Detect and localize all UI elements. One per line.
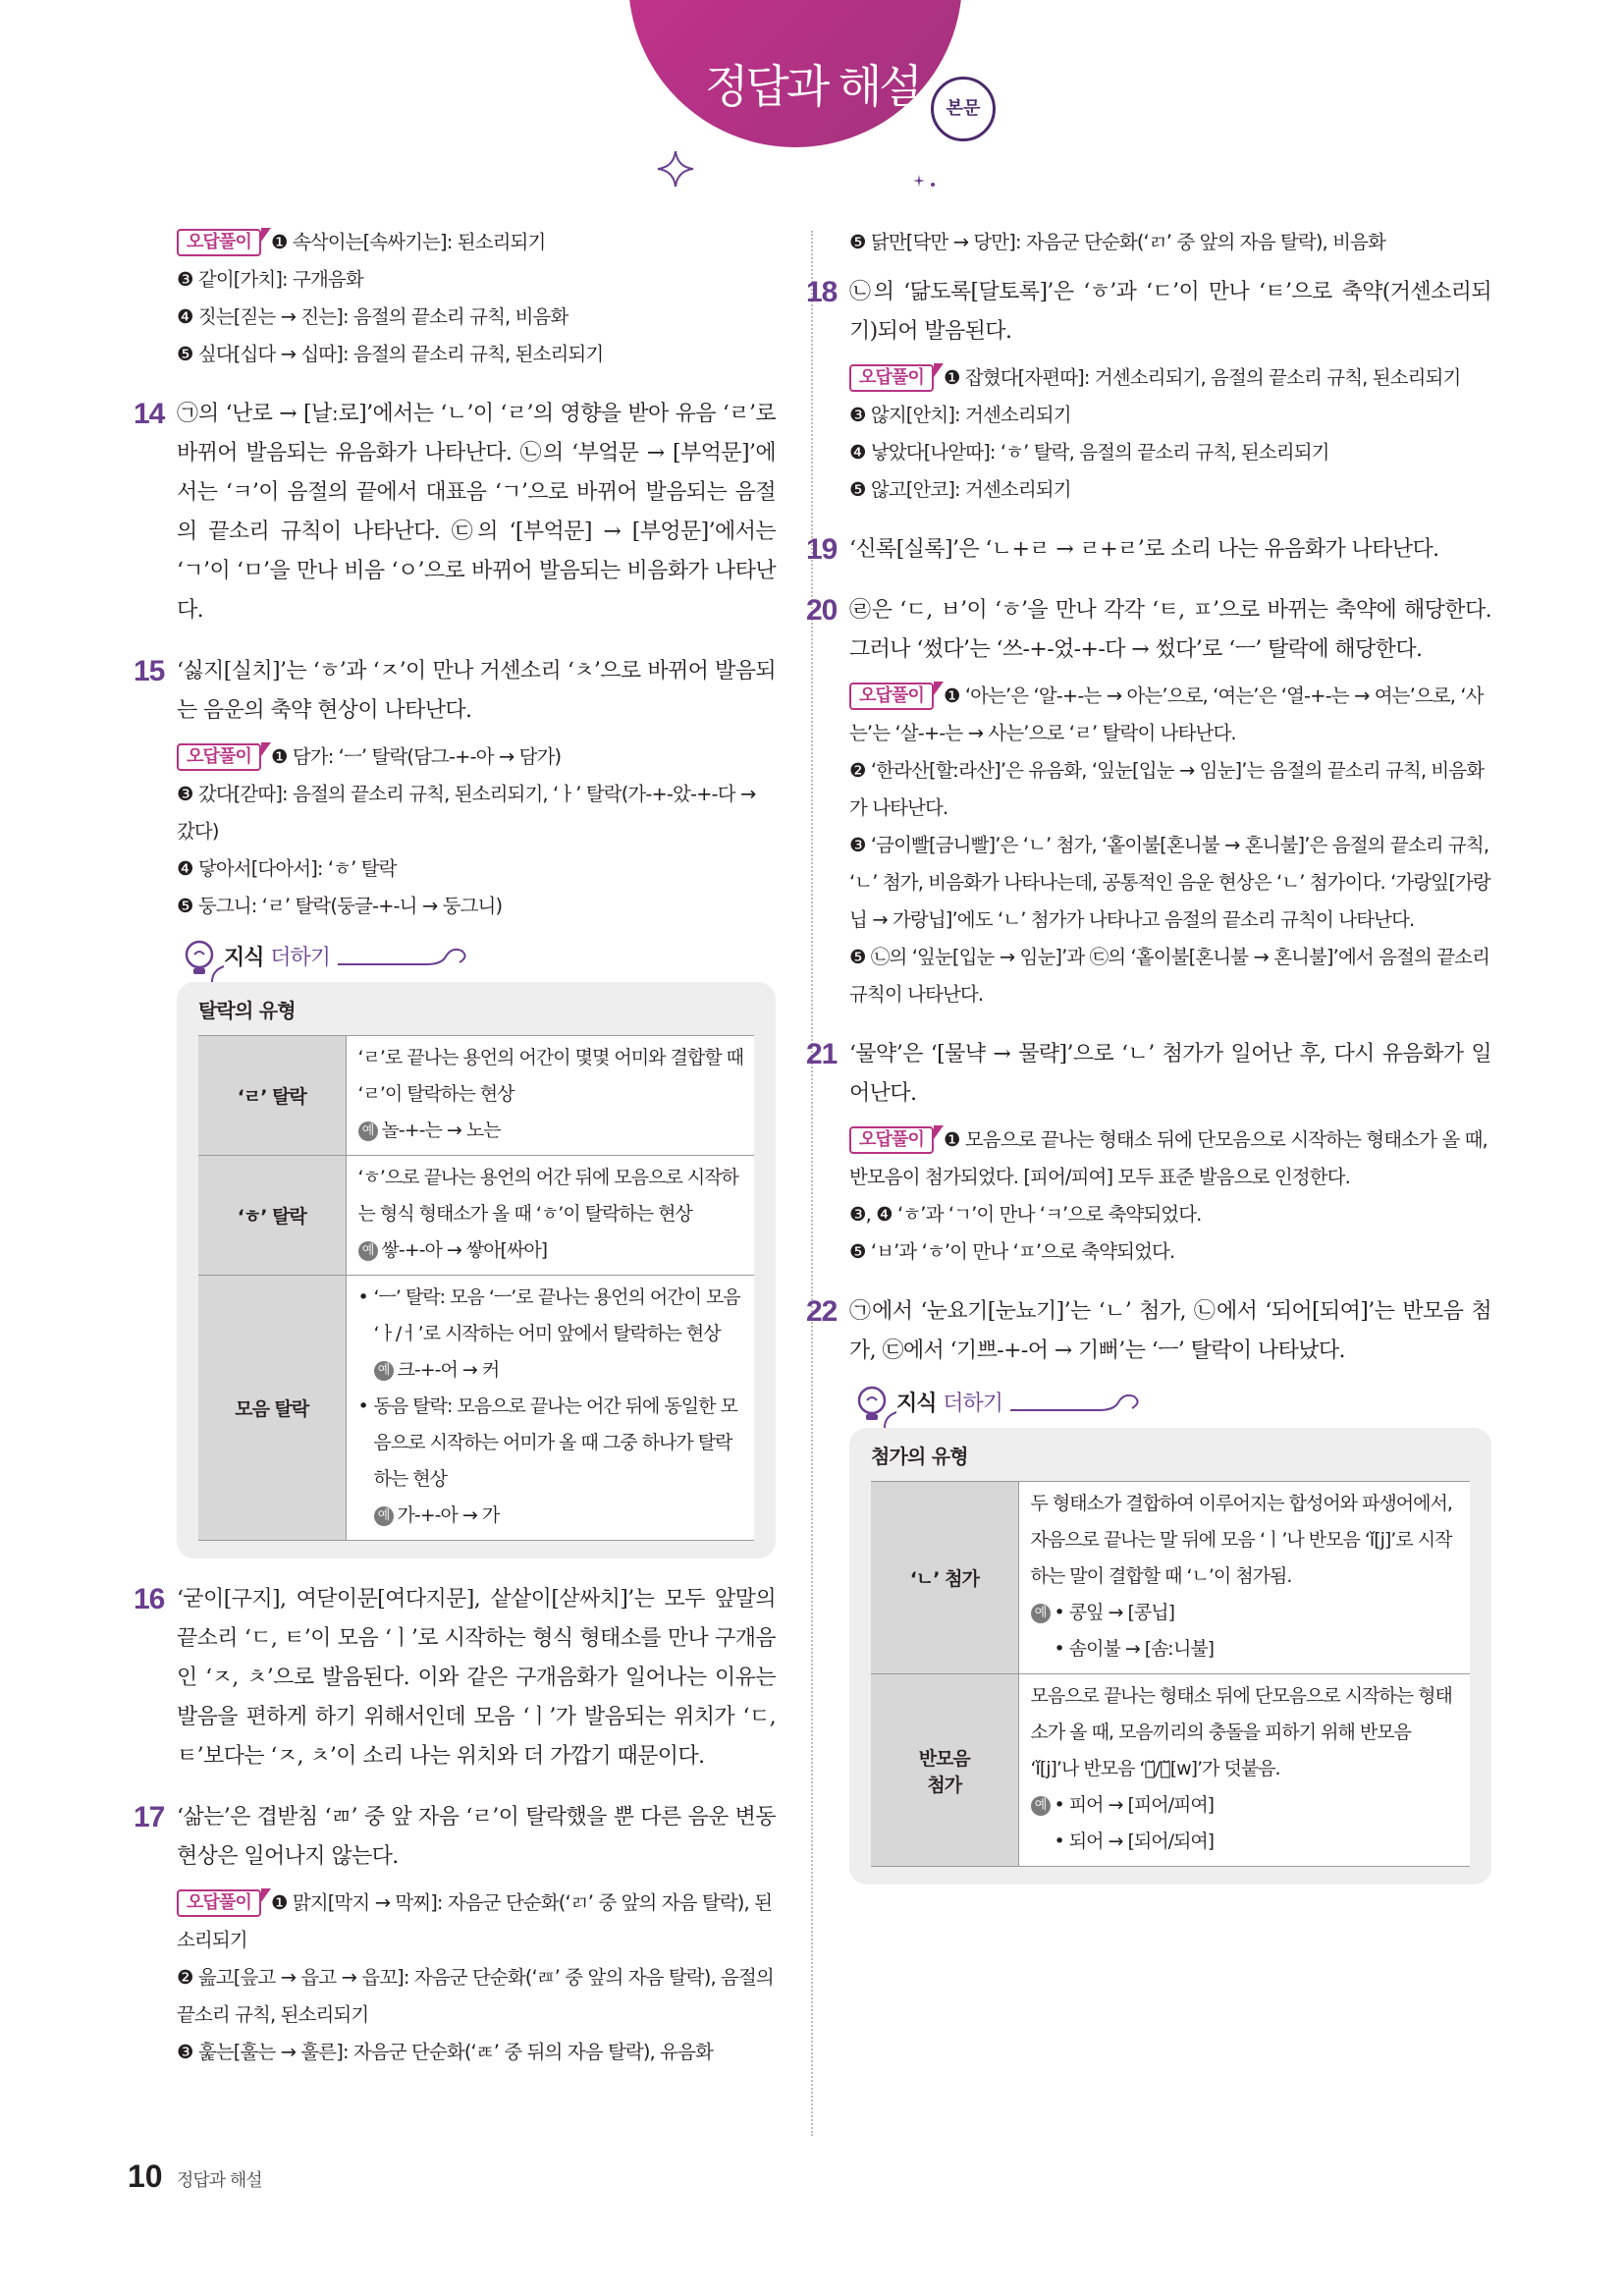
section-badge: 본문 xyxy=(931,77,996,141)
question-text: ‘삶는’은 겹받침 ‘ㄻ’ 중 앞 자음 ‘ㄹ’이 탈락했을 뿐 다른 음운 변동 현상은 일어나지 않는다. xyxy=(177,1805,776,1869)
example-icon: 예 xyxy=(374,1506,394,1526)
question-14 xyxy=(134,395,776,630)
question-number: 21 xyxy=(806,1038,838,1070)
question-22 xyxy=(806,1292,1491,1371)
wrong-answer-17-cont xyxy=(849,224,1491,261)
question-17 xyxy=(134,1798,776,1877)
table-row xyxy=(198,1276,754,1541)
sparkle-icon xyxy=(656,149,695,189)
knowledge-subtitle: 탈락의 유형 xyxy=(198,999,296,1022)
elision-table xyxy=(198,1035,754,1541)
question-18 xyxy=(806,273,1491,352)
wrong-line: ❺ ㉡의 ‘잎눈[입눈 → 임눈]’과 ㉢의 ‘홑이불[혼니불 → 혼니불]’에서 음절의 끝소리 규칙이 나타난다. xyxy=(849,946,1490,1006)
knowledge-subtitle: 첨가의 유형 xyxy=(871,1445,968,1468)
example-icon: 예 xyxy=(358,1241,378,1261)
wrong-line: ❹ 짓는[짇는 → 진는]: 음절의 끝소리 규칙, 비음화 xyxy=(177,305,568,328)
wrong-line: ❶ 맑지[막지 → 막찌]: 자음군 단순화(‘ㄺ’ 중 앞의 자음 탈락), 된소리되기 xyxy=(177,1891,773,1951)
wrong-line: ❺ ‘ㅂ’과 ‘ㅎ’이 만나 ‘ㅍ’으로 축약되었다. xyxy=(849,1240,1175,1263)
question-number: 17 xyxy=(134,1801,165,1833)
sparkle-small-icon xyxy=(913,173,939,192)
row-desc: ‘ㅎ’으로 끝나는 용언의 어간 뒤에 모음으로 시작하는 형식 형태소가 올 때 ‘ㅎ’이 탈락하는 현상 xyxy=(357,1167,738,1225)
wrong-line: ❷ ‘한라산[할ː라산]’은 유음화, ‘잎눈[입눈 → 임눈]’는 음절의 끝소리 규칙, 비음화가 나타난다. xyxy=(849,759,1485,819)
wrong-line: ❶ 속삭이는[속싸기는]: 된소리되기 xyxy=(270,231,546,253)
wrong-line: ❺ 닭만[닥만 → 당만]: 자음군 단순화(‘ㄺ’ 중 앞의 자음 탈락), 비음화 xyxy=(849,231,1385,253)
example-icon: 예 xyxy=(1031,1796,1051,1816)
example-icon: 예 xyxy=(1031,1604,1051,1623)
footer-label: 정답과 해설 xyxy=(177,2170,262,2191)
row-head: ‘ㅎ’ 탈락 xyxy=(198,1156,346,1276)
question-text: ㉠에서 ‘눈요기[눈뇨기]’는 ‘ㄴ’ 첨가, ㉡에서 ‘되어[되여]’는 반모음 첨가, ㉢에서 ‘기쁘-+-어 → 기뻐’는 ‘ㅡ’ 탈락이 나타났다. xyxy=(849,1299,1491,1363)
wrong-answer-15 xyxy=(134,738,776,925)
example-icon: 예 xyxy=(374,1361,394,1381)
wrong-answer-20 xyxy=(849,678,1491,1013)
table-row xyxy=(198,1036,754,1156)
row-desc: 모음으로 끝나는 형태소 뒤에 단모음으로 시작하는 형태소가 올 때, 모음끼리의 충돌을 피하기 위해 반모음 ‘ǐ[j]’나 반모음 ‘ㅗ̆/ㅜ̆[w]’가 덧붙음. xyxy=(1030,1685,1452,1779)
table-row: 반모음 첨가 모음으로 끝나는 형태소 뒤에 단모음으로 시작하는 형태소가 올 때, 모음끼리의 충돌을 피하기 위해 반모음 ‘ǐ[j]’나 반모음 ‘ㅗ̆/ㅜ̆[w]’가 덧붙음. 예 • 피어 → [피어/피여] • 되어 → [되어/되여] xyxy=(871,1674,1470,1867)
wrong-line: ❺ 둥그니: ‘ㄹ’ 탈락(둥글-+-니 → 둥그니) xyxy=(177,895,503,917)
row-desc: ‘ㄹ’로 끝나는 용언의 어간이 몇몇 어미와 결합할 때 ‘ㄹ’이 탈락하는 현상 xyxy=(357,1047,743,1105)
row-example: 피어 → [피어/피여] xyxy=(1068,1794,1215,1816)
wrong-line: ❶ 담가: ‘ㅡ’ 탈락(담그-+-아 → 담가) xyxy=(270,745,562,768)
lightbulb-icon xyxy=(181,939,218,978)
question-21 xyxy=(806,1035,1491,1114)
question-number: 14 xyxy=(134,398,165,430)
question-number: 19 xyxy=(806,533,838,566)
question-number: 20 xyxy=(806,594,838,627)
wrong-line: ❶ 모음으로 끝나는 형태소 뒤에 단모음으로 시작하는 형태소가 올 때, 반모음이 첨가되었다. [피어/피여] 모두 표준 발음으로 인정한다. xyxy=(849,1128,1488,1188)
wrong-line: ❺ 않고[안코]: 거센소리되기 xyxy=(849,478,1071,501)
wrong-answer-13 xyxy=(134,224,776,373)
wrong-answer-tag: 오답풀이 xyxy=(849,1126,934,1154)
row-head: 모음 탈락 xyxy=(198,1276,346,1541)
question-number: 15 xyxy=(134,655,165,687)
question-19 xyxy=(806,530,1491,570)
wrong-line: ❷ 읊고[읖고 → 읍고 → 읍꼬]: 자음군 단순화(‘ㄿ’ 중 앞의 자음 탈락), 음절의 끝소리 규칙, 된소리되기 xyxy=(177,1966,774,2026)
wrong-line: ❸ 훑는[훌는 → 훌른]: 자음군 단순화(‘ㄾ’ 중 뒤의 자음 탈락), 유음화 xyxy=(177,2041,713,2063)
table-row: ‘ㄴ’ 첨가 두 형태소가 결합하여 이루어지는 합성어와 파생어에서, 자음으로 끝나는 말 뒤에 모음 ‘ㅣ’나 반모음 ‘ǐ[j]’로 시작하는 말이 결합할 때 ‘ㄴ’이 첨가됨. 예 • 콩잎 → [콩닙] • 솜이불 → [솜ː니불] xyxy=(871,1482,1470,1674)
row-desc: 두 형태소가 결합하여 이루어지는 합성어와 파생어에서, 자음으로 끝나는 말 뒤에 모음 ‘ㅣ’나 반모음 ‘ǐ[j]’로 시작하는 말이 결합할 때 ‘ㄴ’이 첨가됨. xyxy=(1030,1493,1452,1587)
wrong-answer-17 xyxy=(134,1885,776,2071)
question-text: ‘싫지[실치]’는 ‘ㅎ’과 ‘ㅈ’이 만나 거센소리 ‘ㅊ’으로 바뀌어 발음되는 음운의 축약 현상이 나타난다. xyxy=(177,659,776,723)
addition-table xyxy=(871,1481,1470,1867)
wrong-answer-tag: 오답풀이 xyxy=(849,364,934,392)
knowledge-title: 지식 더하기 xyxy=(896,1387,1010,1417)
question-number: 18 xyxy=(806,276,838,308)
row-example: 되어 → [되어/되여] xyxy=(1068,1831,1215,1852)
wrong-answer-18 xyxy=(849,359,1491,509)
row-head: ‘ㄹ’ 탈락 xyxy=(198,1036,346,1156)
left-column xyxy=(134,224,776,2093)
example-icon: 예 xyxy=(358,1121,378,1141)
column-divider xyxy=(811,231,813,2136)
row-bullet: • 동음 탈락: 모음으로 끝나는 어간 뒤에 동일한 모음으로 시작하는 어미가 올 때 그중 하나가 탈락하는 현상 xyxy=(358,1389,745,1498)
knowledge-box-addition xyxy=(849,1381,1491,1885)
wrong-line: ❸ 갔다[갇따]: 음절의 끝소리 규칙, 된소리되기, ‘ㅏ’ 탈락(가-+-았-+-다 → 갔다) xyxy=(177,783,756,843)
knowledge-box-elision xyxy=(177,935,776,1558)
wrong-line: ❸, ❹ ‘ㅎ’과 ‘ㄱ’이 만나 ‘ㅋ’으로 축약되었다. xyxy=(849,1203,1202,1226)
wrong-line: ❺ 싶다[십다 → 십따]: 음절의 끝소리 규칙, 된소리되기 xyxy=(177,343,604,365)
row-example: 콩잎 → [콩닙] xyxy=(1068,1602,1174,1623)
table-row xyxy=(198,1156,754,1276)
row-head: ‘ㄴ’ 첨가 xyxy=(871,1482,1018,1674)
row-example: 크-+-어 → 커 xyxy=(397,1359,500,1381)
question-number: 22 xyxy=(806,1295,838,1328)
row-example: 쌓-+-아 → 쌓아[싸아] xyxy=(381,1239,548,1261)
question-text: ㉣은 ‘ㄷ, ㅂ’이 ‘ㅎ’을 만나 각각 ‘ㅌ, ㅍ’으로 바뀌는 축약에 해당한다. 그러나 ‘썼다’는 ‘쓰-+-었-+-다 → 썼다’로 ‘ㅡ’ 탈락에 해당한다. xyxy=(849,598,1491,662)
row-bullet: • ‘ㅡ’ 탈락: 모음 ‘ㅡ’로 끝나는 용언의 어간이 모음 ‘ㅏ/ㅓ’로 시작하는 어미 앞에서 탈락하는 현상 xyxy=(358,1280,745,1352)
question-text: ‘굳이[구지], 여닫이문[여다지문], 샅샅이[삳싸치]’는 모두 앞말의 끝소리 ‘ㄷ, ㅌ’이 모음 ‘ㅣ’로 시작하는 형식 형태소를 만나 구개음인 ‘ㅈ, ㅊ’으로 발음된다. 이와 같은 구개음화가 일어나는 이유는 발음을 편하게 하기 위해서인데 모음 ‘ㅣ’가 발음되는 위치가 ‘ㄷ, ㅌ’보다는 ‘ㅈ, ㅊ’이 소리 나는 위치와 더 가깝기 때문이다. xyxy=(177,1587,776,1769)
section-title: 정답과 해설 xyxy=(705,60,920,113)
wrong-line: ❸ 같이[가치]: 구개음화 xyxy=(177,268,363,291)
wrong-line: ❶ 잡혔다[자편따]: 거센소리되기, 음절의 끝소리 규칙, 된소리되기 xyxy=(943,366,1461,389)
wrong-answer-21 xyxy=(849,1121,1491,1271)
right-column xyxy=(806,224,1491,1906)
row-example: 솜이불 → [솜ː니불] xyxy=(1068,1638,1215,1660)
wrong-answer-tag: 오답풀이 xyxy=(849,683,934,710)
wrong-line: ❶ ‘아는’은 ‘알-+-는 → 아는’으로, ‘여는’은 ‘열-+-는 → 여는’으로, ‘사는’는 ‘살-+-는 → 사는’으로 ‘ㄹ’ 탈락이 나타난다. xyxy=(849,684,1484,744)
page-number: 10 xyxy=(128,2159,163,2194)
row-example: 가-+-아 → 가 xyxy=(397,1504,500,1526)
question-text: ‘신록[실록]’은 ‘ㄴ+ㄹ → ㄹ+ㄹ’로 소리 나는 유음화가 나타난다. xyxy=(849,537,1439,562)
question-text: ㉡의 ‘닮도록[달토록]’은 ‘ㅎ’과 ‘ㄷ’이 만나 ‘ㅌ’으로 축약(거센소리되기)되어 발음된다. xyxy=(849,280,1491,344)
lightbulb-icon xyxy=(853,1385,891,1424)
wrong-line: ❹ 낳았다[나앋따]: ‘ㅎ’ 탈락, 음절의 끝소리 규칙, 된소리되기 xyxy=(849,441,1329,464)
row-head: 첨가 xyxy=(927,1774,962,1796)
wrong-line: ❸ 않지[안치]: 거센소리되기 xyxy=(849,404,1071,426)
wrong-answer-tag: 오답풀이 xyxy=(177,743,261,771)
row-head: 반모음 xyxy=(918,1747,970,1770)
knowledge-title: 지식 더하기 xyxy=(224,941,338,971)
question-number: 16 xyxy=(134,1583,165,1615)
question-text: ㉠의 ‘난로 → [날ː로]’에서는 ‘ㄴ’이 ‘ㄹ’의 영향을 받아 유음 ‘ㄹ’로 바뀌어 발음되는 유음화가 나타난다. ㉡의 ‘부엌문 → [부억문]’에서는 ‘ㅋ’이 음절의 끝에서 대표음 ‘ㄱ’으로 바뀌어 발음되는 음절의 끝소리 규칙이 나타난다. ㉢의 ‘[부억문] → [부엉문]’에서는 ‘ㄱ’이 ‘ㅁ’을 만나 비음 ‘ㅇ’으로 바뀌어 발음되는 비음화가 나타난다. xyxy=(177,402,776,623)
question-16 xyxy=(134,1580,776,1777)
wrong-answer-tag: 오답풀이 xyxy=(177,229,261,256)
wrong-answer-tag: 오답풀이 xyxy=(177,1889,261,1917)
question-20 xyxy=(806,591,1491,670)
question-text: ‘물약’은 ‘[물냑 → 물략]’으로 ‘ㄴ’ 첨가가 일어난 후, 다시 유음화가 일어난다. xyxy=(849,1042,1491,1106)
wrong-line: ❹ 닿아서[다아서]: ‘ㅎ’ 탈락 xyxy=(177,857,397,880)
row-example: 놀-+-는 → 노는 xyxy=(381,1120,501,1141)
wrong-line: ❸ ‘금이빨[금니빨]’은 ‘ㄴ’ 첨가, ‘홑이불[혼니불 → 혼니불]’은 음절의 끝소리 규칙, ‘ㄴ’ 첨가, 비음화가 나타나는데, 공통적인 음운 현상은 ‘ㄴ’ 첨가이다. ‘가랑잎[가랑닙 → 가랑닙]’에도 ‘ㄴ’ 첨가가 나타나고 음절의 끝소리 규칙이 나타난다. xyxy=(849,834,1490,931)
question-15 xyxy=(134,652,776,731)
